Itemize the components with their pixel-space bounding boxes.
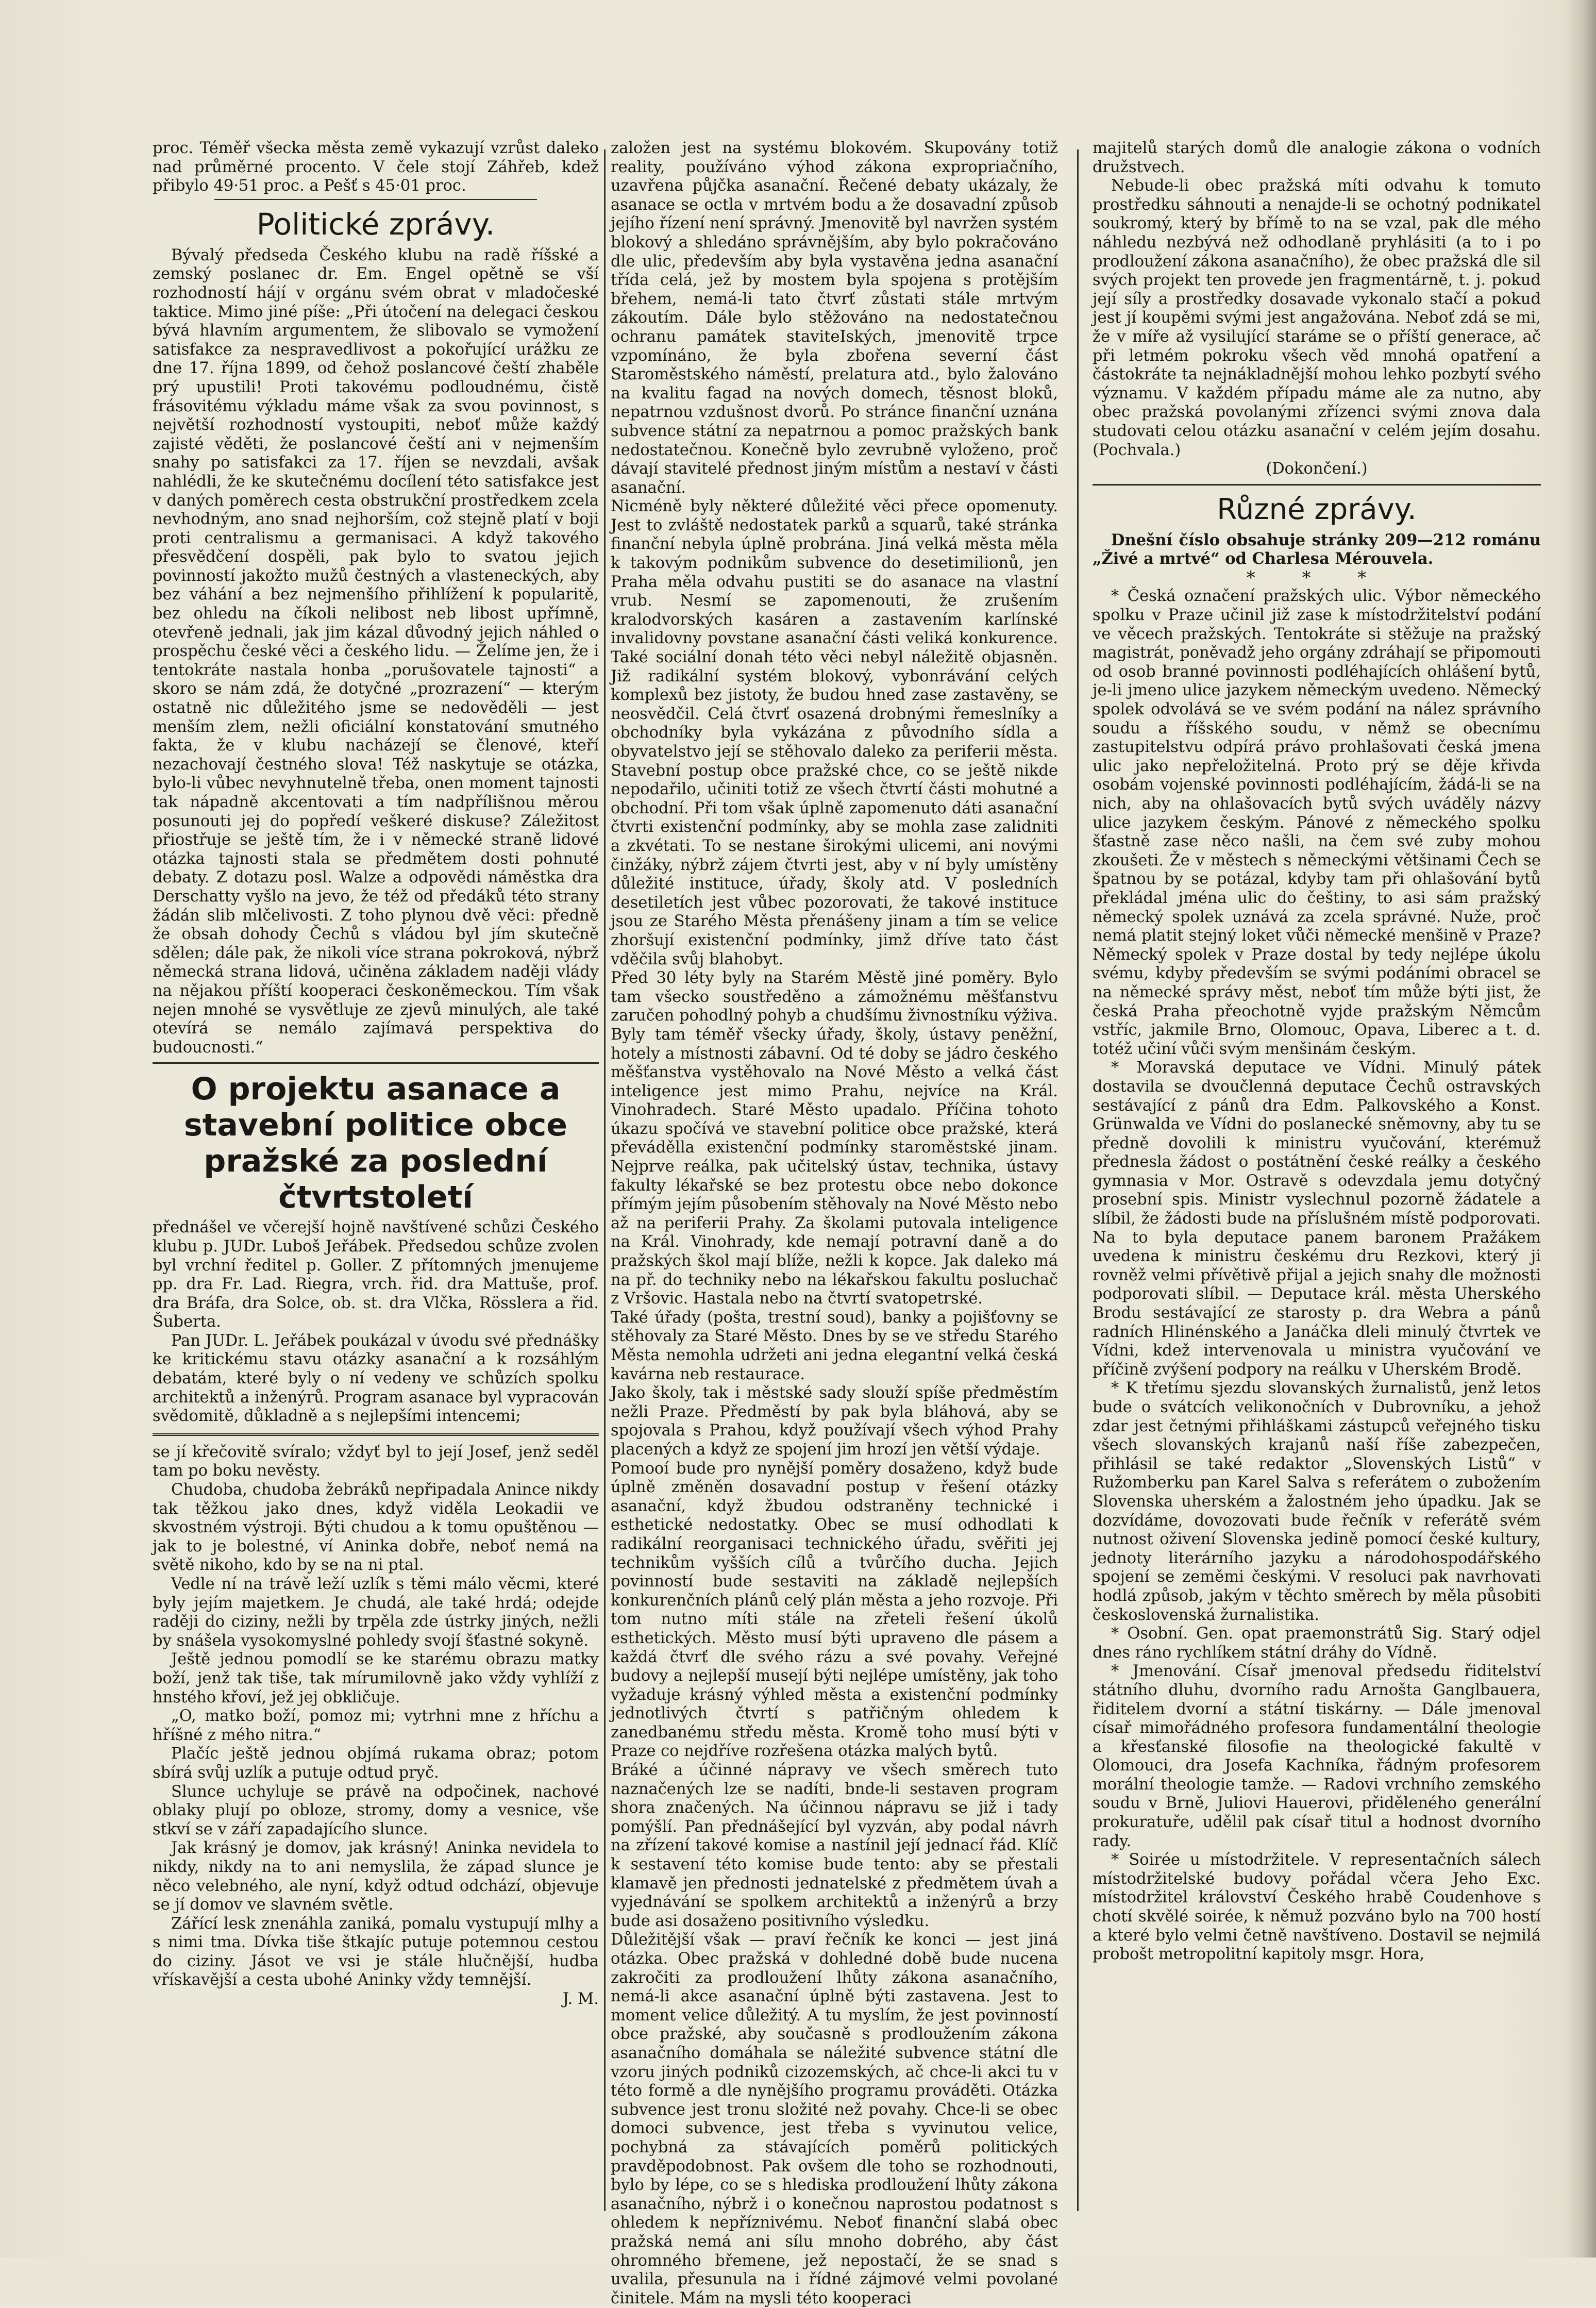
intro-paragraph: proc. Téměř všecka města země vykazují vzrůst daleko nad průměrné procento. V čele stojí Záhřeb, kdež přibylo 49·51 proc. a Pešť s 45·01 proc. [153, 139, 599, 195]
story-signature: J. M. [562, 1990, 599, 2009]
column-divider [1077, 149, 1079, 2211]
column-1 [153, 139, 599, 2232]
news-item: * Moravská deputace ve Vídni. Minulý pátek dostavila se dvoučlenná deputace Čechů ostravských sestávající z pánů dra Edm. Palkovského a Konst. Grünwalda ve Vídni do poslanecké sněmovny, aby tu se předně dovolili k ministru vyučování, kterémuž přednesla žádost o postátnění české reálky a českého gymnasia v Mor. Ostravě s odevzdala jemu dotyčný prosební spis. Ministr vyslechnul pozorně žádatele a slíbil, že žádosti bude na příslušném místě podporovati. Na to byla deputace panem baronem Pražákem uvedena k ministru českému dru Rezkovi, který ji rovněž velmi přívětivě přijal a jejich snahy dle možnosti podporovati slíbil. — Deputace král. města Uherského Brodu sestávající ze starosty p. dra Webra a pánů radních Hlinénského a Janáčka dleli minulý čtvrtek ve Vídni, kdež intervenovala u ministra vyučování ve příčině zvýšení podpory na reálku v Uherském Brodě. [1093, 1059, 1541, 1379]
column-divider [604, 149, 606, 2211]
asterism: * * * [1246, 567, 1387, 588]
article-headline: O projektu asanace a stavební politice obce pražské za poslední čtvrtstoletí [184, 1071, 567, 1216]
section-title-various: Různé zprávy. [1217, 492, 1417, 526]
news-item: * Osobní. Gen. opat praemonstrátů Sig. Starý odjel dnes ráno rychlíkem státní dráhy do Vídně. [1093, 1625, 1541, 1662]
article-paragraph: Nebude-li obec pražská míti odvahu k tomuto prostředku sáhnouti a nenajde-li se ochotný podnikatel soukromý, který by břímě to na se vzal, pak dle mého náhledu nezbývá než odhodlaně pryhlásiti (a to i po prodloužení zákona asanačního), že obec pražská dle sil svých projekt ten provede jen fragmentárně, t. j. pokud její síly a prostředky dosavade vykonalo stačí a pokud jest jí koupěmi svými jest angažována. Neboť zdá se mi, že v míře až vysilující staráme se o příští generace, ač při letmém pokroku všech věd mnohá opatření a částokráte ta nejnákladnější mohou lehko pozbytí svého významu. V každém případu máme ale za nutno, aby obec pražská povolanými zřízenci svými znova dala studovati celou otázku asanační v celém jejím dosahu. (Pochvala.) [1093, 177, 1541, 459]
serial-notice: Dnešní číslo obsahuje stránky 209—212 románu „Živé a mrtvé“ od Charlesa Mérouvela. [1093, 530, 1541, 568]
to-be-concluded-note: (Dokončení.) [1266, 460, 1368, 478]
story-paragraph: Plačíc ještě jednou objímá rukama obraz; potom sbírá svůj uzlík a putuje odtud pryč. [153, 1745, 599, 1782]
section-title-politics: Politické zprávy. [256, 206, 495, 242]
story-paragraph: Slunce uchyluje se právě na odpočinek, nachové oblaky plují po obloze, stromy, domy a vesnice, vše stkví se v září zapadajícího slunce. [153, 1782, 599, 1838]
news-item: * Soirée u místodržitele. V representačních sálech místodržitelské budovy pořádal včera Jeho Exc. místodržitel království Českého hrabě Coudenhove s chotí skvělé soirée, k němuž pozváno bylo na 700 hostí a které bylo velmi četně navštíveno. Dostavil se nejmilá probošt metropolitní kapitoly msgr. Hora, [1093, 1851, 1541, 1964]
asanace-article-continued: založen jest na systému blokovém. Skupovány totiž reality, používáno výhod zákona expropriačního, uzavřena půjčka asanační. Řečené debaty ukázaly, že asanace se octla v mrtvém bodu a že dosavadní způsob jejího řízení není správný. Jmenovitě byl navržen systém blokový a shledáno správnějším, aby bylo pokračováno dle ulic, především aby byla vystavěna jedna asanační třída celá, jež by mostem byla spojena s protějším břehem, nemá-li tato čtvrť zůstati stále mrtvým zákoutím. Dále bylo stěžováno na nedostatečnou ochranu památek staviteIských, jmenovitě trpce vzpomínáno, že byla zbořena severní část Staroměstského náměstí, prelatura atd., bylo žalováno na kvalitu fagad na nových domech, těsnost bloků, nepatrnou vzdušnost dvorů. Po stránce finanční uznána subvence státní za nepatrnou a pomoc pražských bank nedostatečnou. Konečně bylo zevrubně vyloženo, proč dávají stavitelé přednost jiným místům a nestaví v části asanační. Nicméně byly některé důležité věci přece opomenuty. Jest to zvláště nedostatek parků a squarů, také stránka finanční nebyla úplně probrána. Jiná velká města měla k takovým podnikům subvence do desetimilionů, jen Praha měla odvahu pustiti se do asanace na vlastní vrub. Nesmí se zapomenouti, že zrušením kralodvorských kasáren a zastavením karlínské invalidovny povstane asanační části veliká konkurence. Také sociální donah této věci nebyl náležitě objasněn. Již radikální systém blokový, vybonrávání celých komplexů bez jistoty, že budou hned zase zastavěny, se neosvědčil. Celá čtvrť osazená drobnými řemeslníky a obchodníky byla vykázána z původního sídla a obyvatelstvo její se stěhovalo daleko za periferii města. Stavební postup obce pražské chce, co se ještě nikde nepodařilo, učiniti totiž ze všech čtvrtí části mohutné a obchodní. Při tom však úplně zapomenuto dáti asanační čtvrti existenční podmínky, aby se mohla zase zalidniti a zkvétati. To se nestane širokými ulicemi, ani novými činžáky, nýbrž zájem čtvrti jest, aby v ní byly umístěny důležité instituce, úřady, školy atd. V posledních desetiletích jest vůbec pozorovati, že takové instituce jsou ze Starého Města přenášeny jinam a tím se velice zhoršují existenční podmínky, jimž dříve tato část vděčila svůj blahobyt. Před 30 léty byly na Starém Městě jiné poměry. Bylo tam všecko soustředěno a zámožnému měšťanstvu zaručen pohodlný pohyb a chudšímu živnostníku výživa. Byly tam téměř všecky úřady, školy, ústavy peněžní, hotely a místnosti zábavní. Od té doby se jádro českého měšťanstva vystěhovalo na Nové Město a velká část inteligence jest mimo Prahu, nejvíce na Král. Vinohradech. Staré Město upadalo. Příčina tohoto úkazu spočívá ve stavební politice obce pražské, která převádělla existenční podmínky staroměstské jinam. Nejprve reálka, pak učitelský ústav, technika, ústavy fakulty lékařské se bez protestu obce nebo dokonce přímým jejím působením stěhovaly na Nové Město nebo až na periferii Prahy. Za školami putovala inteligence na Král. Vinohrady, kde nemají potravní daně a do pražských škol mají blíže, nežli k kopce. Jak daleko má na př. do techniky nebo na lékařskou fakultu posluchač z Vršovic. Hastala nebo na čtvrtí svatopetrské. Také úřady (pošta, trestní soud), banky a pojišťovny se stěhovaly za Staré Město. Dnes by se ve středu Starého Města nemohla udržeti ani jedna elegantní velká česká kavárna neb restaurace. Jako školy, tak i městské sady slouží spíše předměstím nežli Praze. Předměstí by pak byla bláhová, aby se spojovala s Prahou, když používají všech výhod Prahy placených a když ze spojení jim hrozí jen větší výdaje. Pomooí bude pro nynější poměry dosaženo, když bude úplně změněn dosavadní postup v řešení otázky asanační, když žbudou odstraněny technické i esthetické nedostatky. Obec se musí odhodlati k radikální reorganisaci technického úřadu, svěřiti jej technikům vyšších cílů a tvůrčího ducha. Jejich povinností bude sestaviti na základě nejlepších konkurenčních plánů celý plán města a jeho rozvoje. Při tom nutno míti stále na zřeteli řešení úkolů esthetických. Město musí býti upraveno dle pásem a každá čtvrť dle svého rázu a své povahy. Veřejné budovy a nejlepší musejí býti nejlépe umístěny, jak toho vyžaduje krásný výhled města a existenční podmínky jednotlivých čtvrtí s patřičným ohledem k zanedbanému středu města. Kromě toho musí býti v Praze co nejdříve rozřešena otázka malých bytů. Bráké a účinné nápravy ve všech směrech tuto naznačených lze se nadíti, bnde-li sestaven program shora značených. Na účinnou nápravu se již i tady pomýšlí. Pan přednášející byl vyzván, aby podal návrh na zřízení takové komise a nastínil její jednací řád. Klíč k sestavení této komise bude tento: aby se přestali klamavě jen přednosti jednatelské z předmětem úvah a vyjednávání se spolkem architektů a inženýrů a brzy bude asi dosaženo positivního výsledku. Důležitější však — praví řečník ke konci — jest jiná otázka. Obec pražská v dohledné době bude nucena zakročiti za prodloužení lhůty zákona asanačního, nemá-li akce asanační úplně býti zastavena. Jest to moment velice důležitý. A tu myslím, že jest povinností obce pražské, aby současně s prodloužením zákona asanačního domáhala se náležité subvence státní dle vzoru jiných podniků cizozemských, ač chce-li akci tu v této formě a dle nynějšího programu prováděti. Otázka subvence jest tronu složité než povahy. Chce-li se obec domoci subvence, jest třeba s vyvinutou velice, pochybná za stávajících poměrů politických pravděpodobnost. Pak ovšem dle toho se rozhodnouti, bylo by lépe, co se s hlediska prodloužení lhůty zákona asanačního, nýbrž i o konečnou naprostou podatnost s ohledem k nepříznivému. Neboť finanční slabá obec pražská nemá ani sílu mnoho dobrého, aby část ohromného břemene, jež nepostačí, že se snad s uvalila, přesunula na i řídné zájmové velmi povolané činitele. Mám na mysli této kooperaci [611, 139, 1058, 2307]
column-2 [611, 139, 1058, 2307]
divider [153, 1062, 599, 1064]
page-edge-shadow [1565, 0, 1596, 2257]
story-paragraph: Vedle ní na trávě leží uzlík s těmi málo věcmi, které byly jejím majetkem. Je chudá, ale také hrdá; odejde raději do ciziny, nežli by trpěla zde ústrky jiných, nežli by snášela vysokomyslné pohledy svojí šťastné sokyně. [153, 1575, 599, 1650]
story-paragraph: Ještě jednou pomodlí se ke starému obrazu matky boží, jenž tak tiše, tak mírumilovně jako vždy vyhlíží z hnstého křoví, jež jej obkličuje. [153, 1650, 599, 1707]
divider [1093, 484, 1541, 486]
story-paragraph: se jí křečovitě svíralo; vždyť byl to její Josef, jenž seděl tam po boku nevěsty. [153, 1443, 599, 1480]
article-paragraph: Pan JUDr. L. Jeřábek poukázal v úvodu své přednášky ke kritickému stavu otázky asanační a k rozsáhlým debatám, které byly o ní vedeny ve schůzích spolku architektů a inženýrů. Program asanace byl vypracován svědomitě, důkladně a s nejlepšími intencemi; [153, 1331, 599, 1426]
story-paragraph: Chudoba, chudoba žebráků nepřipadala Anince nikdy tak těžkou jako dnes, když viděla Leokadii ve skvostném výstroji. Býti chudou a k tomu opuštěnou — jak to je bolestné, ví Aninka dobře, neboť nemá na světě nikoho, kdo by se na ni ptal. [153, 1481, 599, 1575]
article-paragraph: majitelů starých domů dle analogie zákona o vodních družstvech. [1093, 139, 1541, 176]
news-item: * K třetímu sjezdu slovanských žurnalistů, jenž letos bude o svátcích velikonočních v Dubrovníku, a jehož zdar jest četnými přihláškami zástupců veřejného tisku všech slovanských krajanů naší říše zabezpečen, přihlásil se také redaktor „Slovenských Listů“ v Ružomberku pan Karel Salva s referátem o zubožením Slovenska uherském a žalostném jeho úpadku. Jak se dozvídáme, dovozovati bude řečník v referátě svém nutnost oživení Slovenska jedině pomocí české kultury, jednoty literárního jazyku a národohospodářského spojení se zeměmi českými. V resoluci pak navrhovati hodlá způsob, jakým v těchto směrech by měla působiti československá žurnalistika. [1093, 1379, 1541, 1624]
feuilleton-divider [153, 1433, 599, 1436]
news-item: * Jmenování. Císař jmenoval předsedu řiditelství státního dluhu, dvorního radu Arnošta Ganglbauera, řiditelem dvorní a státní tiskárny. — Dále jmenoval císař mimořádného profesora fundamentální theologie a křesťanské filosofie na theologické fakultě v Olomouci, dra Josefa Kachníka, řádným profesorem morální theologie tamže. — Radovi vrchního zemského soudu v Brně, Juliovi Hauerovi, přiděleného generální prokuratuře, udělil pak císař titul a hodnost dvorního rady. [1093, 1662, 1541, 1850]
article-paragraph: přednášel ve včerejší hojně navštívené schůzi Českého klubu p. JUDr. Luboš Jeřábek. Předsedou schůze zvolen byl vrchní ředitel p. Goller. Z přítomných jmenujeme pp. dra Fr. Lad. Riegra, vrch. řid. dra Mattuše, prof. dra Bráfa, dra Solce, ob. st. dra Vlčka, Rösslera a řid. Šuberta. [153, 1218, 599, 1331]
story-paragraph: Jak krásný je domov, jak krásný! Aninka nevidela to nikdy, nikdy na to ani nemyslila, že západ slunce je něco velebného, ale nyní, když odtud odchází, objevuje se jí domov ve slavném světle. [153, 1839, 599, 1914]
politics-paragraph: Bývalý předseda Českého klubu na radě říšské a zemský poslanec dr. Em. Engel opětně se vší rozhodností hájí v orgánu svém obrat v mladočeské taktice. Mimo jiné píše: „Při útočení na delegaci českou bývá hlavním argumentem, že slibovalo se vymožení satisfakce za nespravedlivost a pokořující urážku ze dne 17. října 1899, od čehož poslancové čeští zhaběle prý upustili! Proti takovému podloudnému, čistě frásovitému výkladu máme však za svou povinnost, s největší rozhodností vystoupiti, neboť může každý zajisté věděti, že poslancové čeští ani v nejmenším snahy po satisfakci za 17. říjen se nevzdali, avšak nahlédli, že ke skutečnému docílení této satisfakce jest v daných poměrech cesta obstrukční prostředkem zcela nevhodným, ano snad nejhorším, což stejně platí v boji proti centralismu a germanisaci. A když takového přesvědčení dospěli, pak bylo to svatou jejich povinností jakožto mužů čestných a vlasteneckých, aby bez váhání a bez nejmenšího přihlížení k popularitě, bez ohledu na číkoli nelibost neb libost upřímně, otevřeně jednali, jak jim kázal důvodný jejich náhled o prospěchu české věci a českého lidu. — Želíme jen, že i tentokráte nastala honba „porušovatele tajnosti“ a skoro se nám zdá, že dotyčné „prozrazení“ — kterým ostatně nic důležitého jsme se nedověděli — jest menším zlem, nežli oficiální konstatování smutného fakta, že v klubu nacházejí se členové, kteří nezachovají čestného slova! Též naskytuje se otázka, bylo-li vůbec nevyhnutelně třeba, onen moment tajnosti tak nápadně akcentovati a tím nadpřílišnou měrou posunouti jej do popředí veškeré diskuse? Záležitost přiostřuje se ještě tím, že i v německé straně lidové otázka tajnosti stala se předmětem dosti pohnuté debaty. Z dotazu posl. Walze a odpovědi náměstka dra Derschatty vyšlo na jevo, že též od předáků této strany žádán slib mlčelivosti. Z toho plynou dvě věci: předně že obsah dohody Čechů s vládou byl jím skutečně sdělen; dále pak, že nikoli více strana pokroková, nýbrž německá strana lidová, učiněna základem naději vlády na nějakou příští kooperaci českoněmeckou. Tím však nejen mnohé se vysvětluje ze zjevů minulých, ale také otevírá se nemálo zajímavá perspektiva do budoucnosti.“ [153, 246, 599, 1057]
column-3 [1093, 139, 1541, 2232]
news-item: * Česká označení pražských ulic. Výbor německého spolku v Praze učinil již zase k místodržitelství podání ve věcech pražských. Tentokráte si stěžuje na pražský magistrát, poněvadž jeho orgány zdráhají se připomouti od osob branné povinnosti podléhajících ohlášení bytů, je-li jmeno ulice jazykem německým uvedeno. Německý spolek odvolává se ve svém podání na nález správního soudu a říšského soudu, v němž se obecnímu zastupitelstvu odpírá právo prohlašovati česká jmena ulic jako nepřeložitelná. Proto prý se děje křivda osobám vojenské povinnosti podléhajícím, žádá-li se na nich, aby na ohlašovacích bytů svých uváděly názvy ulice jazykem českým. Pánové z německého spolku šťastně zase něco našli, na čem své zuby mohou zkoušeti. Že v městech s německými většinami Čech se špatnou by se potázal, kdyby tam při ohlašování bytů překládal jména ulic do češtiny, to asi sám pražský německý spolek uznává za zcela správné. Nuže, proč nemá platit stejný loket vůči německé menšině v Praze? Německý spolek v Praze dostal by tedy nejlépe úkolu svému, kdyby především se svými podáními obracel se na německé správy měst, neboť tím může býti jist, že česká Praha přeochotně vyjde pražským Němcům vstříc, jakmile Brno, Olomouc, Opava, Liberec a t. d. totéž učiní vůči svým menšinám českým. [1093, 587, 1541, 1058]
story-paragraph: Zářící lesk znenáhla zaniká, pomalu vystupují mlhy a s nimi tma. Dívka tiše štkajíc putuje potemnou cestou do ciziny. Jásot ve vsi je stále hlučnější, hudba vřískavější a cesta ubohé Aninky vždy temnější. [153, 1914, 599, 1989]
story-paragraph: „O, matko boží, pomoz mi; vytrhni mne z hříchu a hříšné z mého nitra.“ [153, 1707, 599, 1744]
divider [214, 199, 537, 200]
